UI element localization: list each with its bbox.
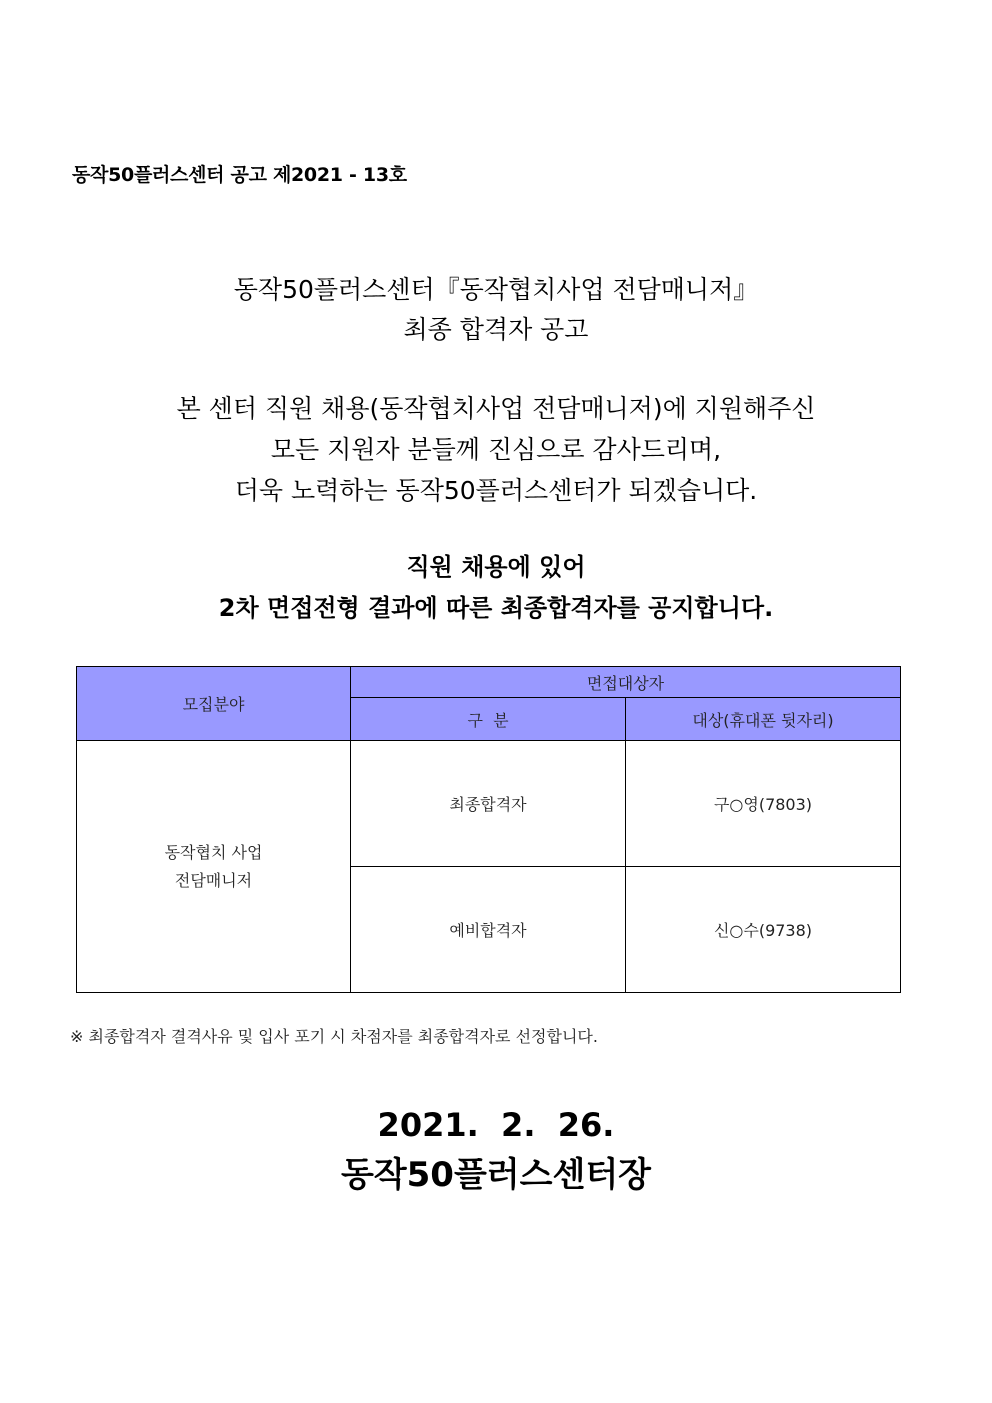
intro-line-2: 모든 지원자 분들께 진심으로 감사드리며, (270, 435, 722, 464)
announcement-line-2: 2차 면접전형 결과에 따른 최종합격자를 공지합니다. (218, 594, 774, 622)
header-target: 대상(휴대폰 뒷자리) (626, 698, 901, 741)
field-cell (77, 741, 351, 993)
signature: 동작50플러스센터장 (340, 1155, 652, 1195)
intro-line-3: 더욱 노력하는 동작50플러스센터가 되겠습니다. (234, 476, 758, 505)
footnote: ※ 최종합격자 결격사유 및 입사 포기 시 차점자를 최종합격자로 선정합니다. (70, 1027, 598, 1046)
title-line-2: 최종 합격자 공고 (403, 315, 589, 344)
notice-number: 동작50플러스센터 공고 제2021 - 13호 (72, 164, 407, 186)
field-line-1: 동작협치 사업 (164, 842, 263, 862)
announcement-line-1: 직원 채용에 있어 (406, 553, 586, 581)
document-title (0, 270, 992, 350)
header-category: 구 분 (351, 698, 626, 741)
table-row (77, 741, 901, 867)
target-cell: 구○영(7803) (626, 741, 901, 867)
title-line-1: 동작50플러스센터『동작협치사업 전담매니저』 (233, 275, 759, 304)
header-interviewees: 면접대상자 (351, 667, 901, 698)
category-cell: 예비합격자 (351, 867, 626, 993)
result-table (76, 666, 901, 993)
announcement-paragraph (0, 547, 992, 629)
announcement-date: 2021. 2. 26. (377, 1106, 615, 1144)
header-field: 모집분야 (77, 667, 351, 741)
target-cell: 신○수(9738) (626, 867, 901, 993)
field-line-2: 전담매니저 (174, 870, 253, 890)
category-cell: 최종합격자 (351, 741, 626, 867)
table-header-row-1 (77, 667, 901, 698)
intro-line-1: 본 센터 직원 채용(동작협치사업 전담매니저)에 지원해주신 (176, 394, 816, 423)
intro-paragraph (0, 388, 992, 511)
